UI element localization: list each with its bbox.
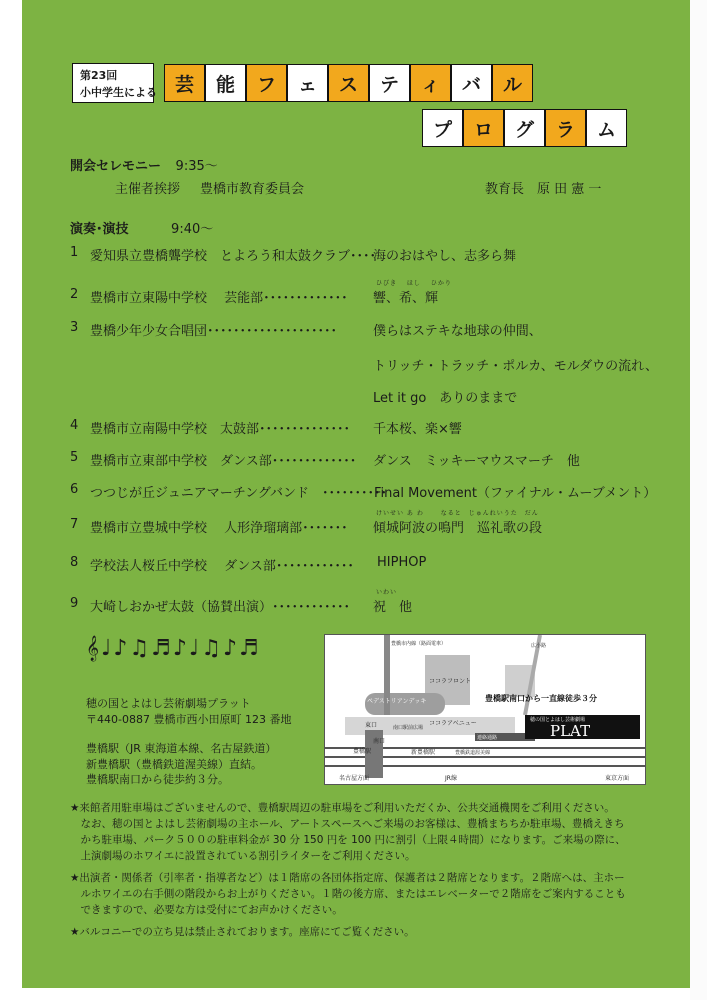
title-char: ェ: [287, 64, 328, 102]
performance-number: 9: [70, 596, 79, 611]
note-line: かち駐車場、パーク５００の駐車料金が 30 分 150 円を 100 円に割引（上限４時間）になります。ご来場の際に、: [70, 834, 626, 846]
performance-group: つつじが丘ジュニアマーチングバンド ･･････････: [90, 486, 388, 501]
edition-label: [72, 63, 157, 103]
performance-number: 5: [70, 450, 79, 465]
subtitle-char: ム: [586, 109, 627, 147]
greeting-org: 豊橋市教育委員会: [200, 182, 305, 197]
map-label-route: 連絡通路: [477, 735, 498, 741]
greeting-label: 主催者挨拶: [115, 182, 181, 197]
performance-piece: ダンス ミッキーマウスマーチ 他: [373, 454, 580, 469]
map-label-hiroji: 広小路: [531, 643, 547, 649]
performance-number: 3: [70, 320, 79, 335]
map-label-jr: JR線: [445, 775, 457, 782]
map-label-shin-toyohashi: 新豊橋駅: [411, 749, 436, 756]
subtitle-char: グ: [504, 109, 545, 147]
note-line: ★バルコニーでの立ち見は禁止されております。座席にてご覧ください。: [70, 926, 415, 938]
performance-group: 大崎しおかぜ太鼓（協賛出演）････････････: [90, 600, 351, 615]
title-char: フ: [246, 64, 287, 102]
map-label-cocola-ave: ココラアベニュー: [429, 720, 477, 727]
title-char: 芸: [164, 64, 205, 102]
note-line: 上演劇場のホワイエに設置されている割引ライターをご利用ください。: [70, 850, 416, 862]
map-label-tram: 豊橋市内線（路面電車）: [391, 641, 447, 647]
performance-ruby: いわい: [376, 589, 398, 596]
subtitle-char: ロ: [463, 109, 504, 147]
note-line: できますので、必要な方は受付にてお声かけください。: [70, 904, 343, 916]
note-line: ★来館者用駐車場はございませんので、豊橋駅周辺の駐車場をご利用いただくか、公共交通機関をご利用ください。: [70, 802, 615, 814]
note-line: なお、穂の国とよはし芸術劇場の主ホール、アートスペースへご来場のお客様は、豊橋まちちか駐車場、豊橋えきち: [70, 818, 625, 830]
ceremony-time: 9:35〜: [175, 159, 218, 174]
performance-piece: 傾城阿波の鳴門 巡礼歌の段: [373, 521, 543, 536]
map-plat-sub: 穂の国とよはし芸術劇場: [530, 717, 586, 723]
title-char: ィ: [410, 64, 451, 102]
performance-piece: 祝 他: [373, 600, 413, 615]
access-line1: 豊橋駅（JR 東海道本線、名古屋鉄道）: [86, 742, 277, 755]
item3-line2: トリッチ・トラッチ・ポルカ、モルダウの流れ、: [373, 359, 658, 374]
map-label-south-exit: 南口: [373, 738, 386, 745]
map-label-toyohashi: 豊橋駅: [353, 748, 372, 755]
item3-line3: Let it go ありのままで: [373, 391, 518, 406]
performance-group: 豊橋市立東部中学校 ダンス部･････････････: [90, 454, 357, 469]
note-line: ルホワイエの右手側の階段からお上がりください。１階の後方席、またはエレベーターで２階席をご案内することも: [70, 888, 626, 900]
music-notes-icon: 𝄞♩♪♫♬♪♩♫♪♬: [86, 636, 261, 661]
title-char: ス: [328, 64, 369, 102]
subtitle-char: プ: [422, 109, 463, 147]
performance-piece: 千本桜、楽×響: [373, 422, 462, 437]
performances-time: 9:40〜: [171, 222, 214, 237]
performance-group: 豊橋市立東陽中学校 芸能部･････････････: [90, 291, 348, 306]
performance-piece: Final Movement（ファイナル・ムーブメント）: [374, 486, 657, 501]
map-label-nagoya: 名古屋方面: [339, 775, 370, 782]
map-headline: 豊橋駅南口から一直線徒歩３分: [485, 694, 597, 703]
ceremony-heading: [70, 155, 218, 174]
map-label-atsumi: 豊橋鉄道渥美線: [455, 750, 491, 756]
performance-number: 2: [70, 287, 79, 302]
title-char: テ: [369, 64, 410, 102]
plat-logo: PLAT: [550, 722, 591, 740]
edition-line2: 小中学生による: [80, 86, 157, 99]
map-label-cocolaf: ココラフロント: [429, 678, 472, 685]
subtitle-char: ラ: [545, 109, 586, 147]
map-label-station-plaza: 南口駅前広場: [393, 725, 424, 731]
performance-number: 8: [70, 555, 79, 570]
notes-block: [70, 800, 650, 940]
performances-heading: [70, 218, 213, 237]
performance-group: 愛知県立豊橋聾学校 とよろう和太鼓クラブ････: [90, 249, 377, 264]
performance-group: 豊橋市立南陽中学校 太鼓部･･････････････: [90, 422, 351, 437]
performance-ruby: ひびき ほし ひかり: [376, 280, 452, 287]
performance-ruby: けいせい あ わ なると じゅんれいうた だん: [376, 510, 539, 517]
access-line2: 新豊橋駅（豊橋鉄道渥美線）直結。: [86, 757, 262, 771]
edition-line1: 第23回: [80, 69, 118, 82]
performance-piece: 響、希、輝: [373, 291, 439, 306]
performance-number: 1: [70, 245, 79, 260]
performance-number: 7: [70, 517, 79, 532]
scan-edge: [690, 0, 707, 1000]
performance-number: 6: [70, 482, 79, 497]
title-char: ル: [492, 64, 533, 102]
ceremony-heading-text: 開会セレモニー: [70, 159, 162, 174]
venue-info: [86, 696, 291, 788]
title-char: バ: [451, 64, 492, 102]
performance-piece: 僕らはステキな地球の仲間、: [373, 324, 542, 339]
title-divider: [164, 102, 532, 109]
performance-number: 4: [70, 418, 79, 433]
venue-address: 〒440-0887 豊橋市西小田原町 123 番地: [86, 712, 292, 726]
note-line: ★出演者・関係者（引率者・指導者など）は１階席の各団体指定席、保護者は２階席となります。２階席へは、主ホー: [70, 872, 625, 884]
performances-heading-text: 演奏･演技: [70, 222, 129, 237]
access-line3: 豊橋駅南口から徒歩約３分。: [86, 773, 229, 786]
map-drawing: [325, 635, 645, 784]
performance-piece: HIPHOP: [377, 555, 427, 570]
performance-piece: 海のおはやし、志多ら舞: [373, 249, 517, 264]
performance-group: 学校法人桜丘中学校 ダンス部････････････: [90, 559, 354, 574]
access-map: [324, 634, 646, 785]
performance-group: 豊橋少年少女合唱団････････････････････: [90, 324, 338, 339]
greeting-person: 教育長 原 田 憲 一: [485, 182, 602, 197]
map-label-tokyo: 東京方面: [605, 775, 630, 782]
title-char: 能: [205, 64, 246, 102]
map-label-deck: ペデストリアンデッキ: [367, 698, 427, 705]
performance-group: 豊橋市立豊城中学校 人形浄瑠璃部･･･････: [90, 521, 348, 536]
map-label-east-exit: 東口: [365, 722, 378, 729]
venue-name: 穂の国とよはし芸術劇場プラット: [86, 697, 251, 710]
